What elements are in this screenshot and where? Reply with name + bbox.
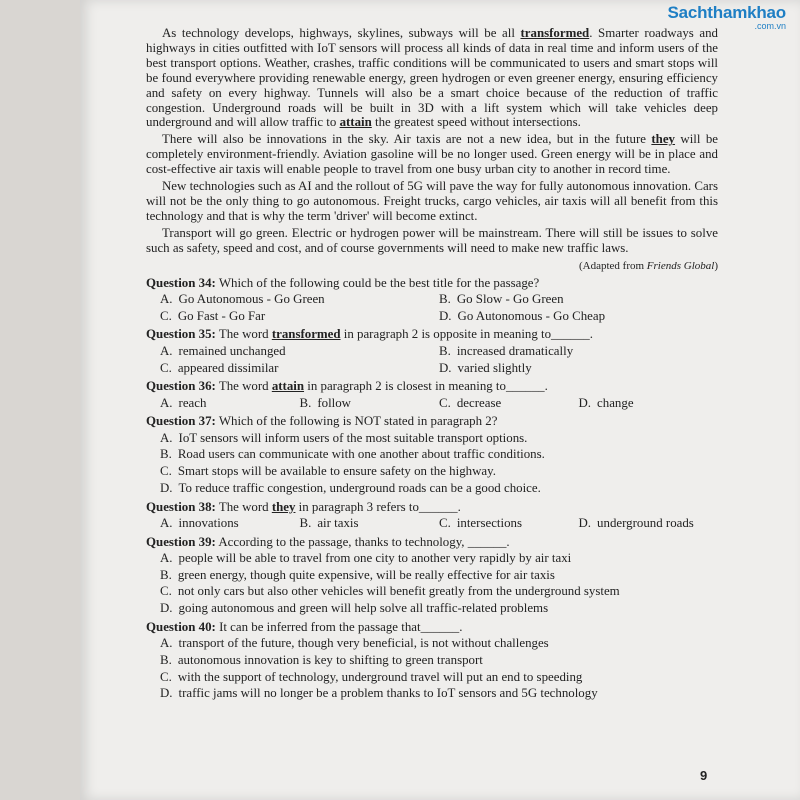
option-text: transport of the future, though very beneficial, is not without challenges xyxy=(178,636,549,651)
answer-option xyxy=(160,583,718,600)
option-letter: A. xyxy=(160,395,173,410)
answer-option xyxy=(160,567,718,584)
question-stem xyxy=(146,619,718,635)
option-letter: D. xyxy=(578,515,592,530)
answer-option xyxy=(160,291,439,308)
question-text: The word xyxy=(215,379,272,394)
p2-text-a: There will also be innovations in the sky. Air taxis are not a new idea, but in the future xyxy=(162,132,652,147)
option-letter: A. xyxy=(160,515,173,530)
answer-option xyxy=(160,308,439,325)
option-text: Smart stops will be available to ensure safety on the highway. xyxy=(177,464,496,479)
answer-options xyxy=(146,395,718,412)
answer-options xyxy=(146,515,718,532)
option-letter: D. xyxy=(160,480,173,495)
p1-text-a: As technology develops, highways, skylines, subways will be all xyxy=(162,26,521,40)
passage-paragraph-1 xyxy=(146,26,718,130)
question-text: The word xyxy=(215,499,272,514)
option-letter: B. xyxy=(160,652,172,667)
book-page xyxy=(80,0,800,800)
answer-option xyxy=(160,635,718,652)
passage-paragraph-2 xyxy=(146,132,718,177)
question-block xyxy=(146,413,718,496)
option-letter: B. xyxy=(299,395,312,410)
option-letter: A. xyxy=(160,343,173,358)
option-text: follow xyxy=(317,395,351,410)
option-letter: B. xyxy=(160,567,172,582)
question-stem xyxy=(146,534,718,550)
option-text: people will be able to travel from one city to another very rapidly by air taxi xyxy=(178,551,572,566)
option-text: change xyxy=(597,395,634,410)
p2-text-b: will be completely environment-friendly. Aviation gasoline will be no longer used. Green energy will be in place and cost-effective air taxis will enable people to travel from one busy urban city to another in record time. xyxy=(146,132,718,177)
question-text-end: in paragraph 2 is opposite in meaning to______. xyxy=(340,327,593,342)
option-text: Go Slow - Go Green xyxy=(456,292,564,306)
option-text: not only cars but also other vehicles will benefit greatly from the underground system xyxy=(177,584,620,599)
question-stem xyxy=(146,275,718,291)
option-letter: D. xyxy=(439,308,452,323)
option-text: air taxis xyxy=(317,515,359,530)
question-number: Question 36: xyxy=(146,379,216,394)
question-text-end: in paragraph 2 is closest in meaning to______. xyxy=(304,379,548,394)
option-text: To reduce traffic congestion, underground roads can be a good choice. xyxy=(178,480,541,495)
option-text: green energy, though quite expensive, will be really effective for air taxis xyxy=(177,567,555,582)
answer-options xyxy=(146,635,718,702)
question-stem xyxy=(146,326,718,342)
answer-option xyxy=(160,395,300,412)
answer-option xyxy=(439,343,718,360)
option-text: increased dramatically xyxy=(456,343,574,358)
source-suffix: ) xyxy=(714,259,718,272)
option-letter: D. xyxy=(160,601,173,616)
option-letter: C. xyxy=(160,308,172,323)
question-block xyxy=(146,499,718,532)
answer-option xyxy=(160,669,718,686)
option-text: Go Autonomous - Go Green xyxy=(178,292,325,306)
answer-option xyxy=(439,291,718,308)
option-letter: C. xyxy=(160,360,172,375)
question-keyword: attain xyxy=(271,379,305,394)
option-letter: A. xyxy=(160,430,173,445)
option-text: decrease xyxy=(456,395,502,410)
passage-source xyxy=(146,260,718,273)
option-letter: D. xyxy=(160,686,173,701)
keyword-transformed: transformed xyxy=(520,26,590,40)
option-text: appeared dissimilar xyxy=(177,360,279,375)
option-text: autonomous innovation is key to shifting to green transport xyxy=(177,652,483,667)
question-keyword: they xyxy=(271,499,296,514)
answer-options xyxy=(146,550,718,617)
question-number: Question 38: xyxy=(146,499,216,514)
keyword-they: they xyxy=(651,132,676,147)
p1-text-c: the greatest speed without intersections. xyxy=(371,115,581,130)
option-text: Road users can communicate with one another about traffic conditions. xyxy=(177,447,545,462)
answer-option xyxy=(160,685,718,702)
question-block xyxy=(146,326,718,376)
answer-option xyxy=(439,308,718,325)
passage-paragraph-4: Transport will go green. Electric or hydrogen power will be mainstream. There will still be issues to solve such as safety, speed and cost, and of course governments will need to make new traffic laws. xyxy=(146,225,718,255)
option-letter: B. xyxy=(439,292,451,306)
option-text: reach xyxy=(178,395,207,410)
answer-option xyxy=(439,360,718,377)
option-text: traffic jams will no longer be a problem thanks to IoT sensors and 5G technology xyxy=(178,686,598,701)
option-letter: A. xyxy=(160,551,173,566)
option-letter: C. xyxy=(160,464,172,479)
answer-option xyxy=(160,343,439,360)
option-letter: A. xyxy=(160,636,173,651)
source-prefix: (Adapted from xyxy=(578,259,647,272)
answer-option xyxy=(579,515,719,532)
answer-option xyxy=(160,652,718,669)
option-letter: D. xyxy=(439,360,452,375)
option-letter: C. xyxy=(160,669,172,684)
option-letter: C. xyxy=(160,584,172,599)
question-text: Which of the following is NOT stated in paragraph 2? xyxy=(215,414,498,429)
question-text: Which of the following could be the best title for the passage? xyxy=(215,275,540,290)
question-keyword: transformed xyxy=(271,327,341,342)
source-title: Friends Global xyxy=(646,259,715,272)
answer-option xyxy=(160,515,300,532)
answer-option xyxy=(160,360,439,377)
question-number: Question 37: xyxy=(146,414,216,429)
answer-options xyxy=(146,430,718,497)
option-letter: B. xyxy=(160,447,172,462)
answer-option xyxy=(439,395,579,412)
answer-option xyxy=(160,600,718,617)
question-block xyxy=(146,534,718,617)
option-letter: C. xyxy=(439,395,451,410)
question-text-end: in paragraph 3 refers to______. xyxy=(295,499,461,514)
answer-options xyxy=(146,291,718,324)
answer-option xyxy=(160,430,718,447)
option-letter: D. xyxy=(578,395,592,410)
option-letter: A. xyxy=(160,292,173,306)
page-content xyxy=(146,26,718,702)
option-text: Go Fast - Go Far xyxy=(177,308,266,323)
option-text: Go Autonomous - Go Cheap xyxy=(457,308,606,323)
question-text: It can be inferred from the passage that______. xyxy=(215,619,463,634)
option-text: innovations xyxy=(178,515,239,530)
answer-option xyxy=(300,395,440,412)
answer-option xyxy=(579,395,719,412)
answer-option xyxy=(439,515,579,532)
question-number: Question 40: xyxy=(146,619,216,634)
option-text: remained unchanged xyxy=(178,343,286,358)
question-number: Question 39: xyxy=(146,534,216,549)
question-list xyxy=(146,275,718,703)
question-block xyxy=(146,378,718,411)
answer-option xyxy=(160,550,718,567)
option-text: varied slightly xyxy=(457,360,532,375)
question-block xyxy=(146,275,718,325)
option-letter: B. xyxy=(299,515,312,530)
answer-option xyxy=(160,463,718,480)
watermark-domain: .com.vn xyxy=(754,21,786,31)
option-letter: C. xyxy=(439,515,451,530)
answer-option xyxy=(160,480,718,497)
page-number: 9 xyxy=(700,768,708,783)
question-number: Question 35: xyxy=(146,327,216,342)
option-letter: B. xyxy=(439,343,451,358)
question-text: According to the passage, thanks to technology, ______. xyxy=(215,534,510,549)
answer-option xyxy=(160,446,718,463)
option-text: IoT sensors will inform users of the most suitable transport options. xyxy=(178,430,528,445)
option-text: underground roads xyxy=(597,515,694,530)
answer-options xyxy=(146,343,718,376)
option-text: going autonomous and green will help solve all traffic-related problems xyxy=(178,601,549,616)
option-text: intersections xyxy=(456,515,522,530)
p1-text-b: . Smarter roadways and highways in cities outfitted with IoT sensors will process all kinds of data in real time and inform users of the best transport options. Weather, crashes, traffic conditions will be communicated to users and smart stops will be found everywhere providing renewable energy, green hydrogen or even greener energy, ensuring efficiency and safety on every highway. Tunnels will also be a smart choice because of the reduction of traffic congestion. Underground roads will be built in 3D with a lift system which will take vehicles deep underground and will allow traffic to xyxy=(146,26,718,130)
question-text: The word xyxy=(215,327,272,342)
watermark-brand: Sachthamkhao xyxy=(667,3,786,22)
option-text: with the support of technology, underground travel will put an end to speeding xyxy=(177,669,583,684)
keyword-attain: attain xyxy=(339,115,372,130)
passage-paragraph-3: New technologies such as AI and the rollout of 5G will pave the way for fully autonomous innovation. Cars will not be the only thing to go autonomous. Freight trucks, cargo vehicles, air taxis will all benefit from this technology and that is why the term 'driver' will become extinct. xyxy=(146,179,718,223)
question-stem xyxy=(146,499,718,515)
question-stem xyxy=(146,413,718,429)
question-block xyxy=(146,619,718,702)
question-number: Question 34: xyxy=(146,275,216,290)
answer-option xyxy=(300,515,440,532)
question-stem xyxy=(146,378,718,394)
